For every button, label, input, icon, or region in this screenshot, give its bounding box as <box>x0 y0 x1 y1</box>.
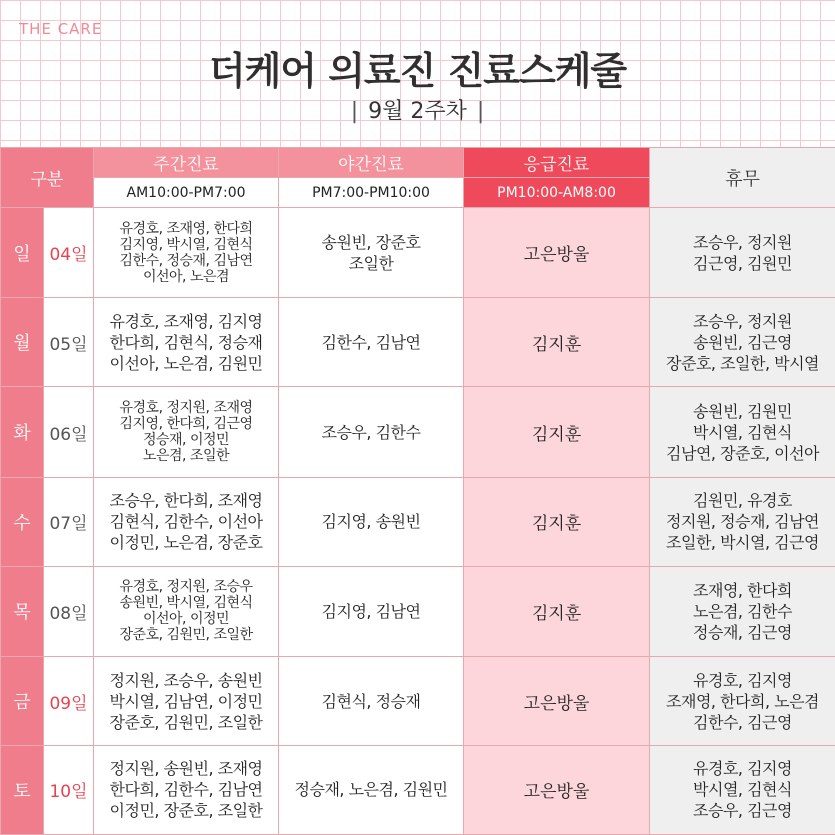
night-shift-staff <box>279 387 464 477</box>
schedule-row <box>1 566 835 656</box>
off-staff <box>650 208 835 298</box>
night-shift-staff-line: 김현식, 정승재 <box>321 691 421 711</box>
night-shift-staff <box>279 208 464 298</box>
day-shift-staff <box>94 566 279 656</box>
header-emergency: 응급진료 <box>464 148 650 178</box>
off-staff <box>650 298 835 387</box>
day-shift-staff-line: 정지원, 송원빈, 조재영 <box>109 759 263 779</box>
night-shift-staff-line: 조일한 <box>348 253 394 273</box>
schedule-row <box>1 657 835 746</box>
header-gubun: 구분 <box>1 148 94 208</box>
emergency-staff: 김지훈 <box>464 566 650 656</box>
day-shift-staff-line: 이선아, 노은겸, 김원민 <box>109 353 263 373</box>
off-staff <box>650 566 835 656</box>
night-shift-staff <box>279 298 464 387</box>
day-shift-staff-line: 김현식, 김한수, 이선아 <box>109 512 263 532</box>
off-staff-line: 정지원, 정승재, 김남연 <box>666 512 819 532</box>
schedule-row <box>1 208 835 298</box>
day-of-week: 금 <box>1 657 44 746</box>
day-of-week: 일 <box>1 208 44 298</box>
schedule-row <box>1 298 835 387</box>
subtitle-bar-right: | <box>476 99 485 124</box>
day-shift-staff-line: 이선아, 노은겸 <box>142 268 230 285</box>
day-shift-staff-line: 장준호, 김원민, 조일한 <box>109 712 263 732</box>
night-shift-staff-line: 김지영, 송원빈 <box>321 512 421 532</box>
day-shift-staff-line: 정지원, 조승우, 송원빈 <box>109 670 263 690</box>
schedule-row <box>1 387 835 477</box>
date-cell: 10일 <box>44 745 94 834</box>
day-shift-staff-line: 노은겸, 조일한 <box>142 448 230 464</box>
emergency-staff: 고은방울 <box>464 208 650 298</box>
day-shift-staff-line: 한다희, 김한수, 김남연 <box>109 780 263 800</box>
page-title: 더케어 의료진 진료스케줄 <box>208 49 627 93</box>
day-of-week: 화 <box>1 387 44 477</box>
day-shift-staff-line: 조승우, 한다희, 조재영 <box>109 491 263 511</box>
day-shift-staff <box>94 477 279 566</box>
day-shift-staff <box>94 657 279 746</box>
day-shift-staff-line: 이정민, 장준호, 조일한 <box>109 801 263 821</box>
day-shift-staff <box>94 298 279 387</box>
day-shift-staff-line: 이선아, 이정민 <box>142 611 230 628</box>
off-staff-line: 장준호, 조일한, 박시열 <box>666 353 819 373</box>
day-shift-staff-line: 김한수, 정승재, 김남연 <box>119 252 253 269</box>
night-shift-staff <box>279 745 464 834</box>
emergency-staff: 김지훈 <box>464 387 650 477</box>
day-shift-staff-line: 김지영, 박시열, 김현식 <box>119 236 253 253</box>
date-cell: 09일 <box>44 657 94 746</box>
off-staff-line: 김원민, 유경호 <box>693 491 792 511</box>
off-staff <box>650 657 835 746</box>
date-cell: 08일 <box>44 566 94 656</box>
date-cell: 05일 <box>44 298 94 387</box>
off-staff-line: 조승우, 정지원 <box>693 232 792 252</box>
schedule-table <box>0 147 835 835</box>
day-of-week: 토 <box>1 745 44 834</box>
off-staff <box>650 387 835 477</box>
off-staff-line: 노은겸, 김한수 <box>693 601 792 621</box>
night-shift-staff-line: 김지영, 김남연 <box>321 601 421 621</box>
night-shift-staff <box>279 657 464 746</box>
day-shift-staff-line: 이정민, 노은겸, 장준호 <box>109 533 263 553</box>
day-shift-staff-line: 유경호, 조재영, 한다희 <box>119 220 253 237</box>
day-of-week: 월 <box>1 298 44 387</box>
off-staff-line: 유경호, 김지영 <box>693 759 792 779</box>
day-shift-staff-line: 김지영, 한다희, 김근영 <box>119 416 253 432</box>
header-off: 휴무 <box>650 148 835 208</box>
schedule-row <box>1 745 835 834</box>
emergency-staff: 고은방울 <box>464 657 650 746</box>
off-staff-line: 박시열, 김현식 <box>693 422 792 442</box>
brand-logo-text: THE CARE <box>19 20 103 38</box>
header-day-shift: 주간진료 <box>94 148 279 178</box>
day-shift-staff-line: 유경호, 정지원, 조재영 <box>119 400 253 416</box>
header-night-shift: 야간진료 <box>279 148 464 178</box>
day-shift-staff-line: 한다희, 김현식, 정승재 <box>109 332 263 352</box>
night-shift-staff-line: 송원빈, 장준호 <box>321 232 421 252</box>
week-label: 9월 2주차 <box>368 99 467 124</box>
off-staff-line: 김근영, 김원민 <box>693 253 792 273</box>
off-staff-line: 김한수, 김근영 <box>693 712 792 732</box>
date-cell: 04일 <box>44 208 94 298</box>
off-staff-line: 박시열, 김현식 <box>693 780 792 800</box>
off-staff-line: 송원빈, 김근영 <box>693 332 792 352</box>
schedule-body <box>1 208 835 835</box>
off-staff-line: 조승우, 정지원 <box>693 311 792 331</box>
header-emergency-time: PM10:00-AM8:00 <box>464 178 650 208</box>
off-staff-line: 조일한, 박시열, 김근영 <box>666 533 819 553</box>
off-staff-line: 조재영, 한다희, 노은겸 <box>666 691 819 711</box>
off-staff-line: 김남연, 장준호, 이선아 <box>666 443 819 463</box>
off-staff-line: 송원빈, 김원민 <box>693 401 792 421</box>
emergency-staff: 김지훈 <box>464 477 650 566</box>
day-of-week: 목 <box>1 566 44 656</box>
day-shift-staff-line: 정승재, 이정민 <box>142 432 230 448</box>
subtitle-bar-left: | <box>350 99 359 124</box>
page-subtitle <box>0 94 835 125</box>
night-shift-staff-line: 김한수, 김남연 <box>321 332 421 352</box>
day-shift-staff-line: 송원빈, 박시열, 김현식 <box>119 595 253 612</box>
off-staff-line: 조재영, 한다희 <box>693 580 792 600</box>
date-cell: 06일 <box>44 387 94 477</box>
night-shift-staff <box>279 566 464 656</box>
off-staff <box>650 477 835 566</box>
off-staff-line: 조승우, 김근영 <box>693 801 792 821</box>
day-of-week: 수 <box>1 477 44 566</box>
schedule-row <box>1 477 835 566</box>
off-staff <box>650 745 835 834</box>
day-shift-staff <box>94 208 279 298</box>
day-shift-staff-line: 유경호, 정지원, 조승우 <box>119 579 253 596</box>
emergency-staff: 김지훈 <box>464 298 650 387</box>
day-shift-staff <box>94 745 279 834</box>
date-cell: 07일 <box>44 477 94 566</box>
night-shift-staff-line: 정승재, 노은겸, 김원민 <box>294 780 448 800</box>
day-shift-staff <box>94 387 279 477</box>
night-shift-staff-line: 조승우, 김한수 <box>321 422 421 442</box>
day-shift-staff-line: 박시열, 김남연, 이정민 <box>109 691 263 711</box>
header-night-time: PM7:00-PM10:00 <box>279 178 464 208</box>
off-staff-line: 유경호, 김지영 <box>693 670 792 690</box>
header-day-time: AM10:00-PM7:00 <box>94 178 279 208</box>
night-shift-staff <box>279 477 464 566</box>
off-staff-line: 정승재, 김근영 <box>693 622 792 642</box>
day-shift-staff-line: 유경호, 조재영, 김지영 <box>109 311 263 331</box>
day-shift-staff-line: 장준호, 김원민, 조일한 <box>119 627 253 644</box>
emergency-staff: 고은방울 <box>464 745 650 834</box>
